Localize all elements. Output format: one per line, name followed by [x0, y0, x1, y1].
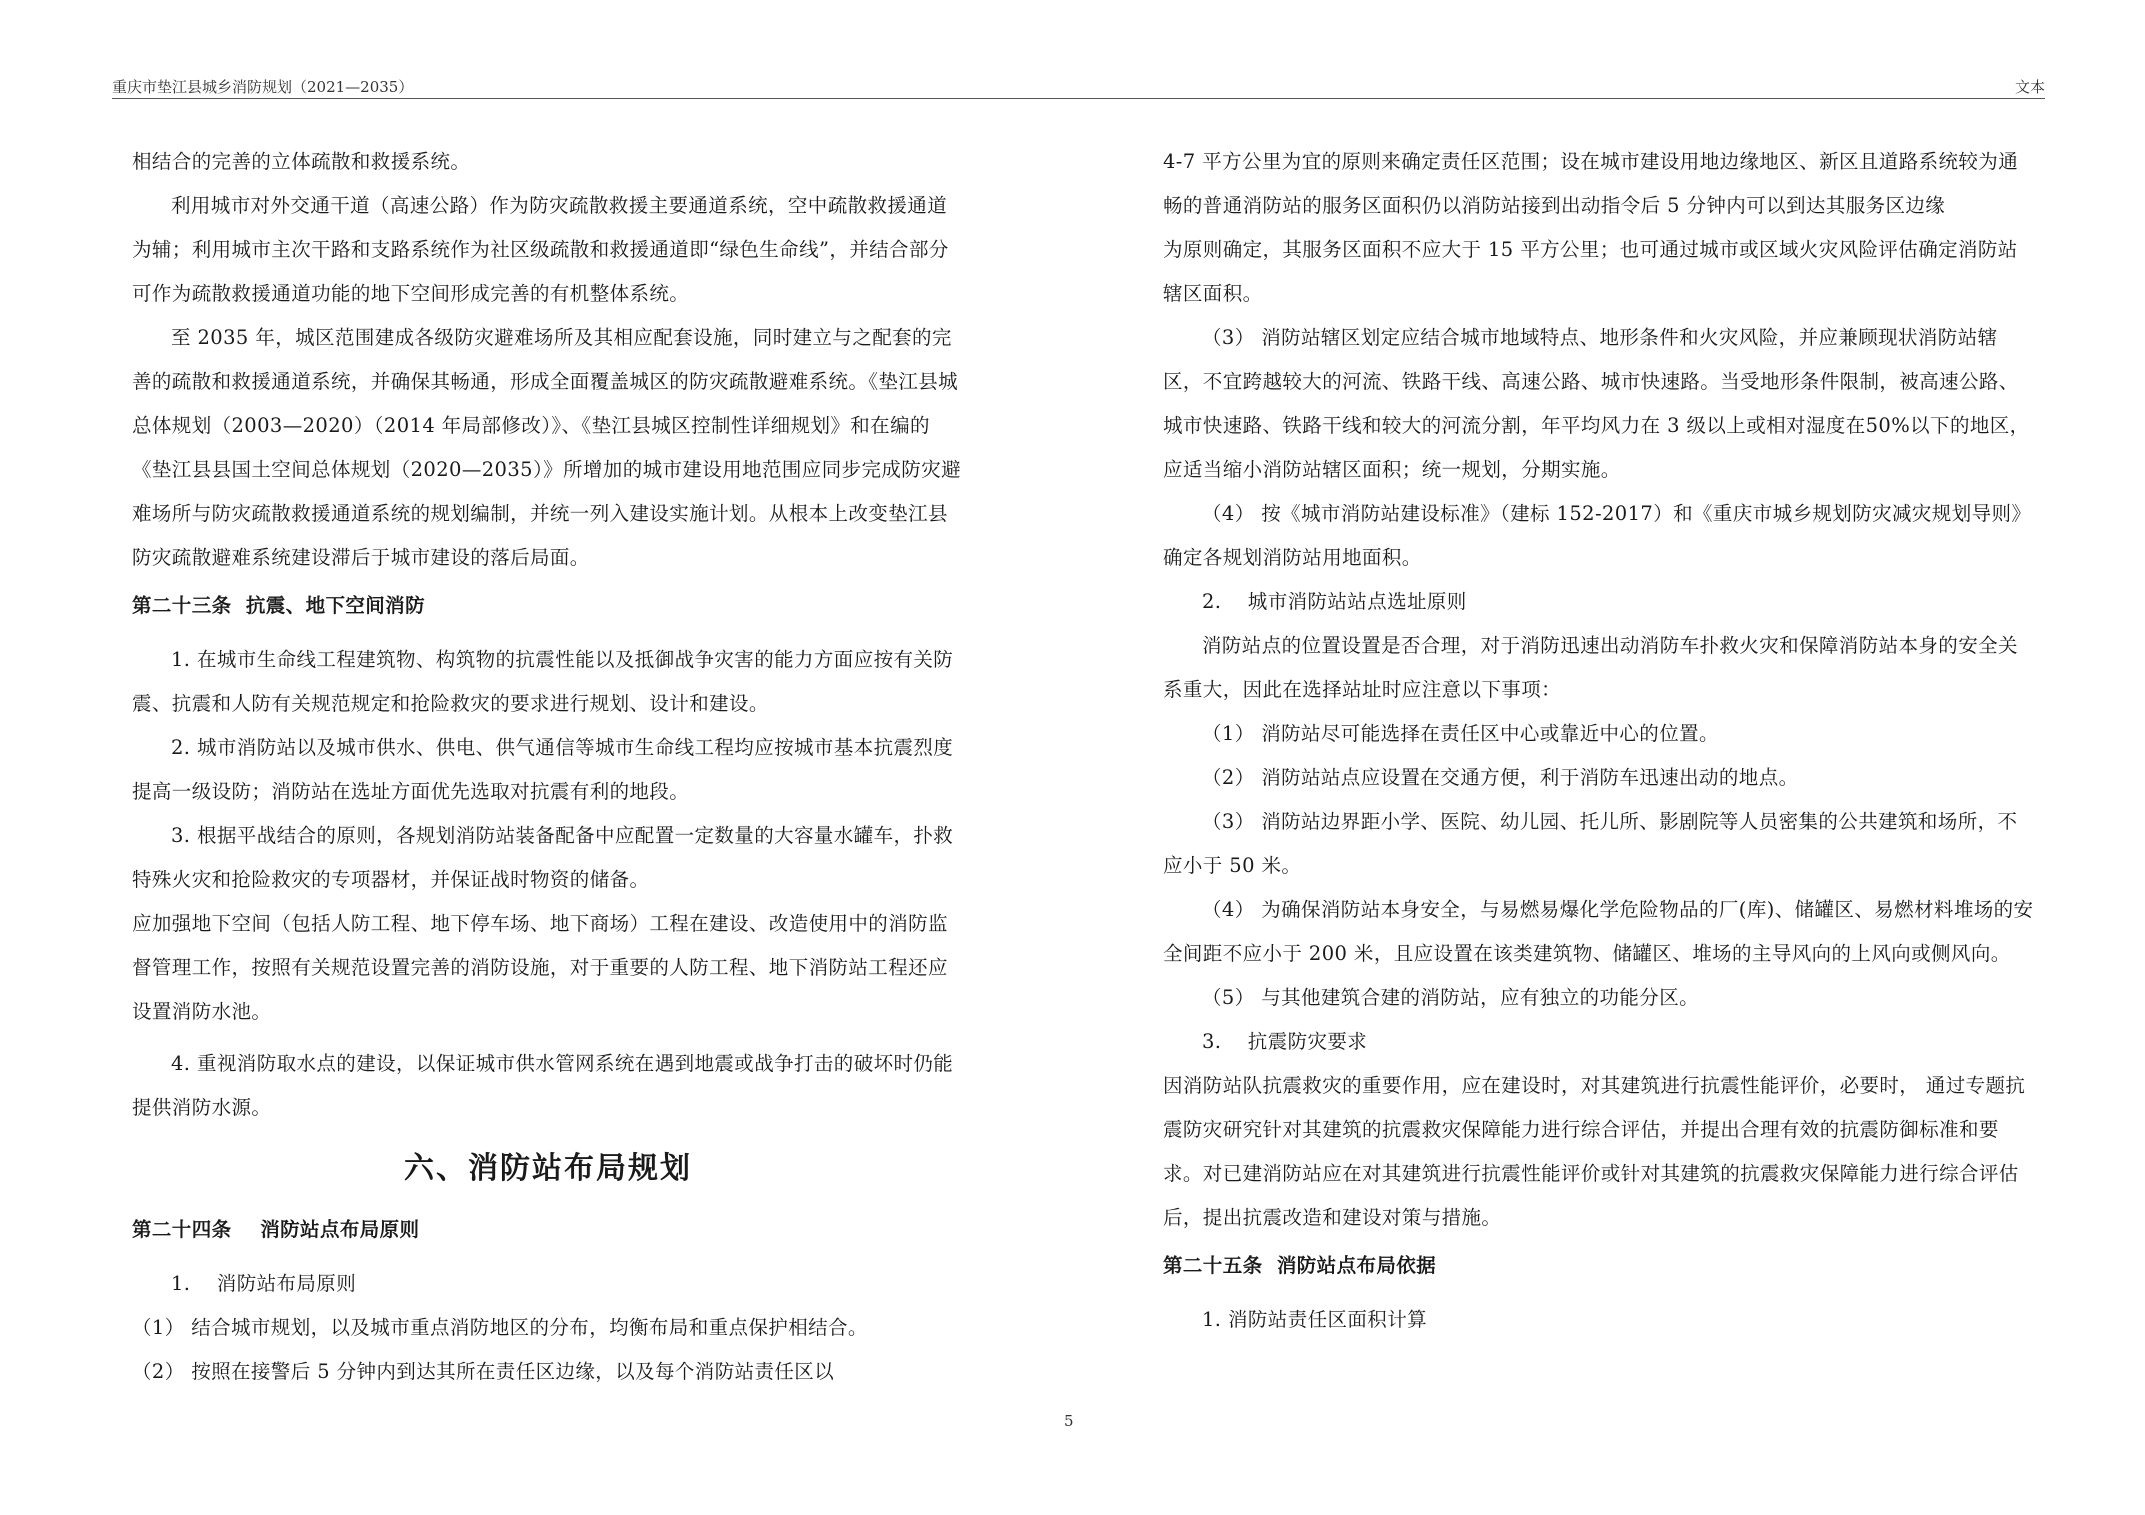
- paragraph: 应加强地下空间（包括人防工程、地下停车场、地下商场）工程在建设、改造使用中的消防监督管理工作，按照有关规范设置完善的消防设施，对于重要的人防工程、地下消防站工程还应设置消防水池。: [132, 912, 948, 1023]
- paragraph: 4-7 平方公里为宜的原则来确定责任区范围；设在城市建设用地边缘地区、新区且道路系统较为通畅的普通消防站的服务区面积仍以消防站接到出动指令后 5 分钟内可以到达其服务区边缘: [1163, 150, 2019, 217]
- list-item: （3） 消防站辖区划定应结合城市地域特点、地形条件和火灾风险，并应兼顾现状消防站辖区，不宜跨越较大的河流、铁路干线、高速公路、城市快速路。当受地形条件限制，被高速公路、城市快速路、铁路干线和较大的河流分割，年平均风力在 3 级以上或相对湿度在50%以下的地区，应适当缩小消防站辖区面积；统一规划，分期实施。: [1163, 326, 2030, 481]
- list-item: （1） 消防站尽可能选择在责任区中心或靠近中心的位置。: [1202, 722, 1719, 745]
- list-item: （2） 按照在接警后 5 分钟内到达其所在责任区边缘，以及每个消防站责任区以: [132, 1360, 835, 1383]
- list-item: 1. 消防站布局原则: [171, 1272, 357, 1295]
- page-header: [112, 76, 2045, 100]
- document-title: 重庆市垫江县城乡消防规划（2021—2035）: [112, 78, 414, 96]
- list-item: 3. 根据平战结合的原则，各规划消防站装备配备中应配置一定数量的大容量水罐车，扑救特殊火灾和抢险救灾的专项器材，并保证战时物资的储备。: [132, 824, 954, 891]
- list-item: （3） 消防站边界距小学、医院、幼儿园、托儿所、影剧院等人员密集的公共建筑和场所，不应小于 50 米。: [1163, 810, 2018, 877]
- list-item: 1. 在城市生命线工程建筑物、构筑物的抗震性能以及抵御战争灾害的能力方面应按有关防震、抗震和人防有关规范规定和抢险救灾的要求进行规划、设计和建设。: [132, 648, 954, 715]
- article-heading-23: 第二十三条 抗震、地下空间消防: [132, 594, 425, 617]
- paragraph: 因消防站队抗震救灾的重要作用，应在建设时，对其建筑进行抗震性能评价，必要时， 通过专题抗震防灾研究针对其建筑的抗震救灾保障能力进行综合评估，并提出合理有效的抗震防御标准和要求。对已建消防站应在对其建筑进行抗震性能评价或针对其建筑的抗震救灾保障能力进行综合评估后，提出抗震改造和建设对策与措施。: [1163, 1074, 2026, 1229]
- paragraph: 为原则确定，其服务区面积不应大于 15 平方公里；也可通过城市或区域火灾风险评估确定消防站辖区面积。: [1163, 238, 2018, 305]
- list-item: 4. 重视消防取水点的建设，以保证城市供水管网系统在遇到地震或战争打击的破坏时仍能提供消防水源。: [132, 1052, 954, 1119]
- header-divider: [112, 98, 2045, 99]
- section-heading: 六、消防站布局规划: [404, 1151, 692, 1186]
- list-item: （4） 按《城市消防站建设标准》（建标 152-2017）和《重庆市城乡规划防灾减灾规划导则》确定各规划消防站用地面积。: [1163, 502, 2032, 569]
- list-item: 2. 城市消防站以及城市供水、供电、供气通信等城市生命线工程均应按城市基本抗震烈度提高一级设防；消防站在选址方面优先选取对抗震有利的地段。: [132, 736, 954, 803]
- list-item: （5） 与其他建筑合建的消防站，应有独立的功能分区。: [1202, 986, 1700, 1009]
- left-column: [132, 140, 964, 1394]
- header-tag: 文本: [2014, 78, 2045, 96]
- article-heading-24: 第二十四条 消防站点布局原则: [132, 1218, 420, 1241]
- paragraph: 至 2035 年，城区范围建成各级防灾避难场所及其相应配套设施，同时建立与之配套的完善的疏散和救援通道系统，并确保其畅通，形成全面覆盖城区的防灾疏散避难系统。《垫江县城总体规划（2003—2020）（2014 年局部修改）》、《垫江县城区控制性详细规划》和在编的《垫江县县国土空间总体规划（2020—2035）》所增加的城市建设用地范围应同步完成防灾避难场所与防灾疏散救援通道系统的规划编制，并统一列入建设实施计划。从根本上改变垫江县防灾疏散避难系统建设滞后于城市建设的落后局面。: [132, 326, 962, 569]
- list-item: （1） 结合城市规划，以及城市重点消防地区的分布，均衡布局和重点保护相结合。: [132, 1316, 868, 1339]
- right-column: [1163, 140, 2035, 1342]
- subheading: 1. 消防站责任区面积计算: [1202, 1308, 1428, 1331]
- article-heading-25: 第二十五条 消防站点布局依据: [1163, 1254, 1437, 1277]
- paragraph: 利用城市对外交通干道（高速公路）作为防灾疏散救援主要通道系统，空中疏散救援通道为辅；利用城市主次干路和支路系统作为社区级疏散和救援通道即“绿色生命线”，并结合部分可作为疏散救援通道功能的地下空间形成完善的有机整体系统。: [132, 194, 949, 305]
- paragraph: 相结合的完善的立体疏散和救援系统。: [132, 150, 471, 173]
- page-number: 5: [1064, 1412, 1074, 1430]
- list-item: （2） 消防站站点应设置在交通方便，利于消防车迅速出动的地点。: [1202, 766, 1799, 789]
- subheading: 2. 城市消防站站点选址原则: [1202, 590, 1467, 613]
- list-item: （4） 为确保消防站本身安全，与易燃易爆化学危险物品的厂(库)、储罐区、易燃材料堆场的安全间距不应小于 200 米，且应设置在该类建筑物、储罐区、堆场的主导风向的上风向或侧风向。: [1163, 898, 2034, 965]
- subheading: 3. 抗震防灾要求: [1202, 1030, 1368, 1053]
- paragraph: 消防站点的位置设置是否合理，对于消防迅速出动消防车扑救火灾和保障消防站本身的安全关系重大，因此在选择站址时应注意以下事项：: [1163, 634, 2018, 701]
